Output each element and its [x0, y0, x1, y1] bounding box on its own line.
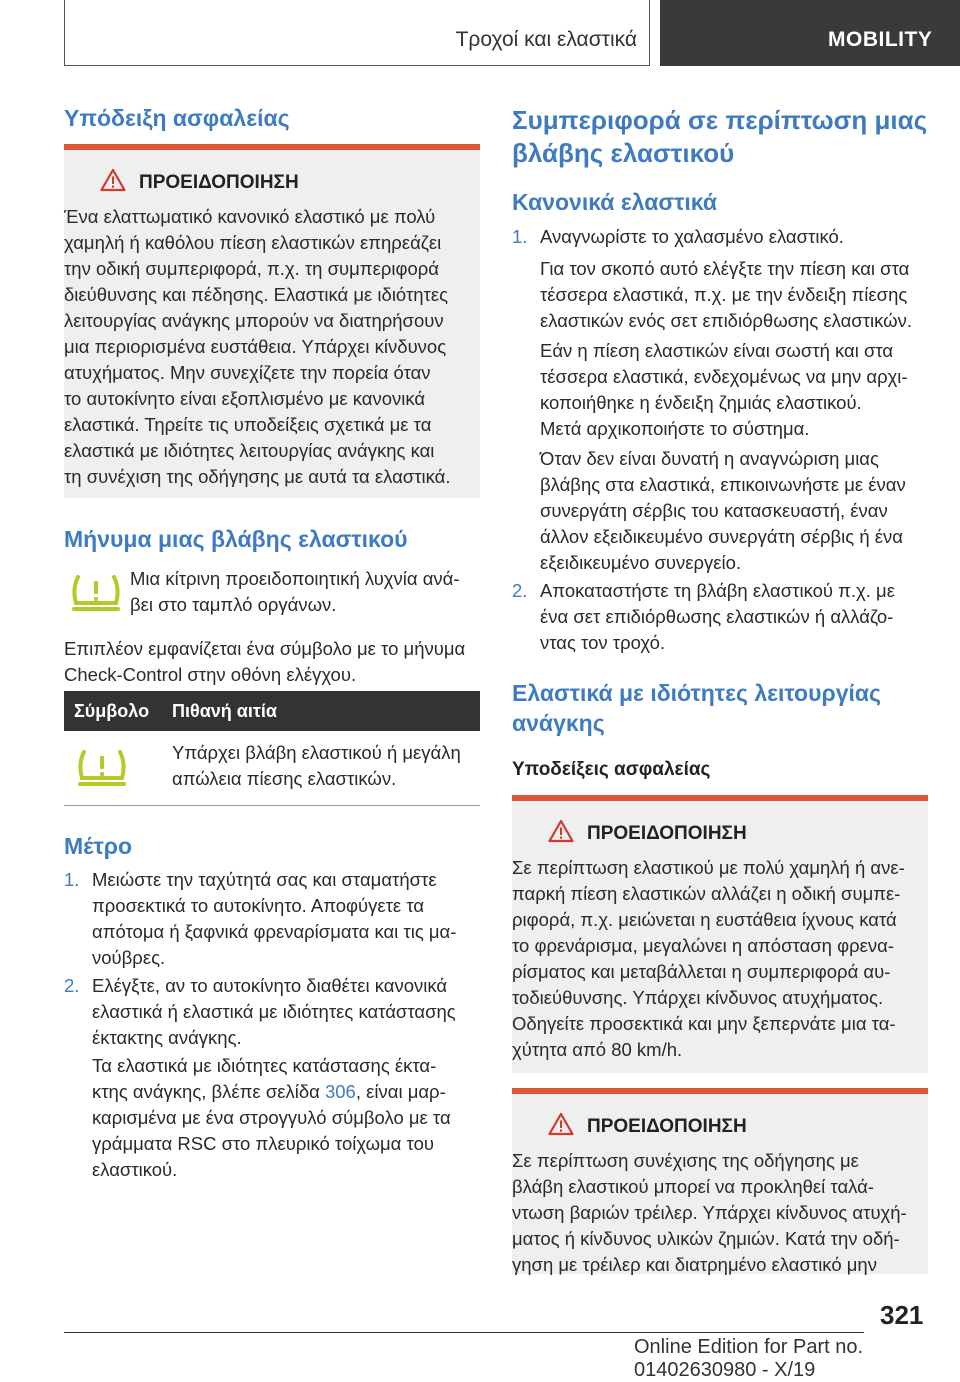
text-line: άλλον εξειδικευμένο συνεργάτη σέρβις ή ένα: [540, 526, 903, 547]
text-line: ελαστικών ενός σετ επιδιόρθωσης ελαστικών.: [540, 310, 913, 331]
measures-heading: Μέτρο: [64, 833, 133, 859]
table-bottom-rule: [64, 805, 480, 806]
warning-box-2: [512, 795, 928, 1073]
text-line: Τα ελαστικά με ιδιότητες κατάστασης έκτα-: [92, 1055, 437, 1076]
text-line: Αποκαταστήστε τη βλάβη ελαστικού π.χ. με: [540, 580, 895, 601]
tire-failure-heading: [512, 104, 927, 170]
text-line: γράμματα RSC στο πλευρικό τοίχωμα του: [92, 1133, 434, 1154]
text-line: εξειδικευμένο συνεργείο.: [540, 552, 742, 573]
step-number: 2.: [64, 975, 80, 996]
text-line: Ελέγξτε, αν το αυτοκίνητο διαθέτει κανονικά: [92, 975, 448, 996]
step-number: 2.: [512, 580, 528, 601]
message-heading: Μήνυμα μιας βλάβης ελαστικού: [64, 526, 408, 552]
safety-heading: Υπόδειξη ασφαλείας: [64, 105, 290, 131]
text-line: απότομα ή ξαφνικά φρεναρίσματα και τις μα-: [92, 921, 457, 942]
runflat-heading: [512, 678, 881, 738]
step-paragraph: [540, 338, 928, 442]
heading-line: ανάγκης: [512, 710, 605, 736]
warning-line: βλάβη ελαστικού μπορεί να προκληθεί ταλά-: [512, 1176, 874, 1197]
text-line: καρισμένα με ένα στρογγυλό σύμβολο με τα: [92, 1107, 451, 1128]
warning-line: τη συνέχιση της οδήγησης με αυτά τα ελαστικά.: [64, 466, 451, 487]
step-text: [540, 578, 928, 656]
step-text: Αναγνωρίστε το χαλασμένο ελαστικό.: [540, 226, 844, 247]
warning-line: ατυχήματος. Μην συνεχίζετε την πορεία όταν: [64, 362, 431, 383]
warning-box-3: [512, 1088, 928, 1274]
table-header: [64, 691, 480, 731]
step-text: [92, 973, 480, 1051]
warning-line: χαμηλή ή καθόλου πίεση ελαστικών επηρεάζει: [64, 232, 442, 253]
warning-line: παρκή πίεση ελαστικών αλλάζει η οδική συμπε-: [512, 883, 901, 904]
text-line: ελαστικού.: [92, 1159, 178, 1180]
text-line: Για τον σκοπό αυτό ελέγξτε την πίεση και στα: [540, 258, 910, 279]
text-line: Επιπλέον εμφανίζεται ένα σύμβολο με το μήνυμα: [64, 638, 466, 659]
table-col-cause: Πιθανή αιτία: [172, 701, 277, 721]
footer-edition: Online Edition for Part no. 01402630980 - X/19: [634, 1336, 864, 1381]
warning-line: ρίσματος και μεταβάλλεται η συμπεριφορά αυ-: [512, 961, 891, 982]
warning-triangle-icon: [548, 1112, 574, 1136]
heading-line: βλάβης ελαστικού: [512, 138, 735, 168]
table-cell-line: απώλεια πίεσης ελαστικών.: [172, 768, 397, 789]
warning-line: χύτητα από 80 km/h.: [512, 1039, 683, 1060]
warning-line: το φρενάρισμα, μεγαλώνει η απόσταση φρενα-: [512, 935, 894, 956]
text-line: ελαστικά ή ελαστικά με ιδιότητες κατάστασης: [92, 1001, 456, 1022]
warning-line: μια περιορισμένα ευστάθεια. Υπάρχει κίνδυνος: [64, 336, 447, 357]
text-line: νούβρες.: [92, 947, 166, 968]
warning-triangle-icon: [548, 819, 574, 843]
warning-line: τοδιεύθυνσης. Υπάρχει κίνδυνος ατυχήματος.: [512, 987, 884, 1008]
text-line: ένα σετ επιδιόρθωσης ελαστικών ή αλλάζο-: [540, 606, 894, 627]
text-line: Όταν δεν είναι δυνατή η αναγνώριση μιας: [540, 448, 879, 469]
text-fragment: , είναι μαρ-: [355, 1081, 446, 1102]
warning-text: [64, 204, 480, 490]
step-note: [92, 1053, 480, 1183]
table-row: [172, 740, 480, 792]
table-tire-warning-icon: [76, 748, 128, 788]
warning-title: ΠΡΟΕΙΔΟΠΟΙΗΣΗ: [587, 1116, 747, 1137]
warning-title: ΠΡΟΕΙΔΟΠΟΙΗΣΗ: [587, 823, 747, 844]
warning-line: Οδηγείτε προσεκτικά και μην ξεπερνάτε μια τα-: [512, 1013, 896, 1034]
header-section-box: [64, 0, 650, 66]
warning-line: ελαστικά. Τηρείτε τις υποδείξεις σχετικά με τα: [64, 414, 432, 435]
table-cell-line: Υπάρχει βλάβη ελαστικού ή μεγάλη: [172, 742, 461, 763]
warning-line: ντωση βαριών τρέιλερ. Υπάρχει κίνδυνος ατυχή-: [512, 1202, 907, 1223]
text-line: βει στο ταμπλό οργάνων.: [130, 594, 337, 615]
warning-line: Σε περίπτωση συνέχισης της οδήγησης με: [512, 1150, 859, 1171]
footer-rule: [64, 1332, 864, 1333]
tire-pressure-warning-lamp-icon: [70, 573, 122, 613]
warning-line: διεύθυνσης και πέδησης. Ελαστικά με ιδιότητες: [64, 284, 449, 305]
text-line: ντας τον τροχό.: [540, 632, 666, 653]
warning-line: λειτουργίας ανάγκης μπορούν να διατηρήσουν: [64, 310, 444, 331]
warning-line: την οδική συμπεριφορά, π.χ. τη συμπεριφορά: [64, 258, 439, 279]
table-col-symbol: Σύμβολο: [74, 701, 150, 721]
page-number: 321: [880, 1300, 924, 1330]
warning-line: το αυτοκίνητο είναι εξοπλισμένο με κανονικά: [64, 388, 426, 409]
step-paragraph: [540, 256, 928, 334]
header-chapter-title: MOBILITY: [828, 28, 933, 51]
text-line: βλάβης στα ελαστικά, επικοινωνήστε με έναν: [540, 474, 906, 495]
text-line: τέσσερα ελαστικά, π.χ. με την ένδειξη πίεσης: [540, 284, 908, 305]
text-line: Εάν η πίεση ελαστικών είναι σωστή και στα: [540, 340, 894, 361]
warning-triangle-icon: [100, 168, 126, 192]
text-line: τέσσερα ελαστικά, ενδεχομένως να μην αρχι-: [540, 366, 908, 387]
warning-box-1: [64, 144, 480, 498]
check-control-text: [64, 636, 480, 688]
header-section-title: Τροχοί και ελαστικά: [455, 28, 637, 51]
text-line: Μειώστε την ταχύτητά σας και σταματήστε: [92, 869, 437, 890]
warning-line: Ένα ελαττωματικό κανονικό ελαστικό με πολύ: [64, 206, 436, 227]
warning-text: [512, 1148, 928, 1278]
warning-line: ριφορά, π.χ. μειώνεται η ευστάθεια ίχνους κατά: [512, 909, 897, 930]
text-line: Check-Control στην οθόνη ελέγχου.: [64, 664, 357, 685]
step-number: 1.: [512, 226, 528, 247]
heading-line: Ελαστικά με ιδιότητες λειτουργίας: [512, 680, 881, 706]
text-line: [92, 1079, 480, 1105]
warning-line: γηση με τρέιλερ και διατρημένο ελαστικό μην: [512, 1254, 877, 1275]
page-link[interactable]: 306: [324, 1081, 356, 1102]
safety-subheading: Υποδείξεις ασφαλείας: [512, 759, 711, 780]
step-number: 1.: [64, 869, 80, 890]
text-line: Μια κίτρινη προειδοποιητική λυχνία ανά-: [130, 568, 460, 589]
text-line: προσεκτικά το αυτοκίνητο. Αποφύγετε τα: [92, 895, 425, 916]
text-line: κοποιήθηκε η ένδειξη ζημιάς ελαστικού.: [540, 392, 862, 413]
text-line: Μετά αρχικοποιήστε το σύστημα.: [540, 418, 810, 439]
lamp-description: [130, 566, 480, 618]
heading-line: Συμπεριφορά σε περίπτωση μιας: [512, 105, 928, 135]
warning-line: ελαστικά με ιδιότητες λειτουργίας ανάγκης και: [64, 440, 435, 461]
normal-tires-heading: Κανονικά ελαστικά: [512, 189, 717, 215]
step-text: [92, 867, 480, 971]
header-chapter-tab: [660, 0, 960, 66]
warning-line: Σε περίπτωση ελαστικού με πολύ χαμηλή ή ανε-: [512, 857, 905, 878]
warning-line: ματος ή κίνδυνος υλικών ζημιών. Κατά την οδή-: [512, 1228, 900, 1249]
text-line: συνεργάτη σέρβις του κατασκευαστή, έναν: [540, 500, 888, 521]
warning-title: ΠΡΟΕΙΔΟΠΟΙΗΣΗ: [139, 172, 299, 193]
text-fragment: κτης ανάγκης, βλέπε σελίδα: [92, 1081, 325, 1102]
warning-text: [512, 855, 928, 1063]
step-paragraph: [540, 446, 928, 576]
text-line: έκτακτης ανάγκης.: [92, 1027, 242, 1048]
